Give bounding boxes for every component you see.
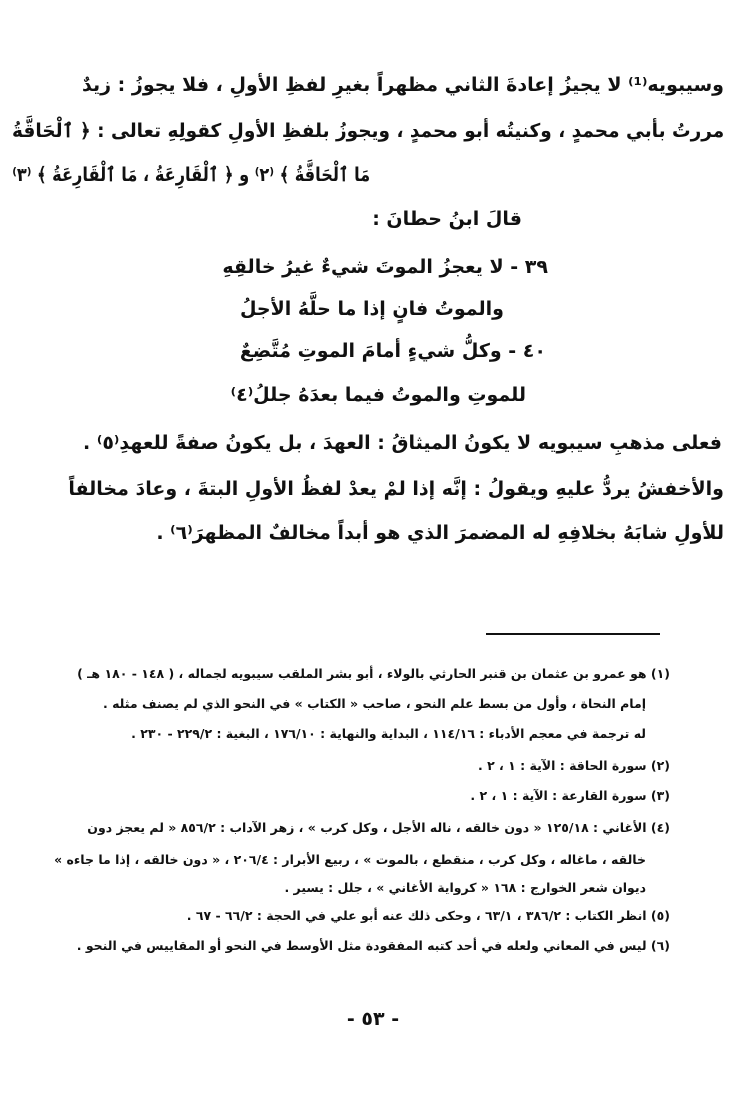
body-line: فعلى مذهبِ سيبويه لا يكونُ الميثاقُ : العهدَ ، بل يكونُ صفةً للعهدِ⁽٥⁾ .	[83, 432, 722, 454]
body-line: قالَ ابنُ حطانَ :	[372, 208, 522, 230]
footnote-line: (٢) سورة الحاقة : الآية : ١ ، ٢ .	[477, 758, 670, 773]
verse-line: ٣٩ - لا يعجزُ الموتَ شيءٌ غيرُ خالقِهِ	[222, 256, 548, 278]
body-line: للأولِ شابَهُ بخلافِهِ له المضمرَ الذي هو أبداً مخالفٌ المظهرَ⁽٦⁾ .	[156, 522, 724, 544]
footnote-line: إمام النحاة ، وأول من بسط علم النحو ، صاحب « الكتاب » في النحو الذي لم يصنف مثله .	[103, 696, 646, 711]
body-line: مَا ٱلْحَاقَّةُ ﴾ ⁽٢⁾ و ﴿ ٱلْقَارِعَةُ ، مَا ٱلْقَارِعَةُ ﴾ ⁽٣⁾	[11, 164, 370, 186]
verse-line: والموتُ فانٍ إذا ما حلَّهُ الأجلُ	[239, 298, 504, 320]
footnote-line: له ترجمة في معجم الأدباء : ١١٤/١٦ ، البداية والنهاية : ١٧٦/١٠ ، البغية : ٢٢٩/٢ - ٢٣٠ .	[131, 726, 646, 741]
footnote-line: (٥) انظر الكتاب : ٣٨٦/٢ ، ٦٣/١ ، وحكى ذلك عنه أبو علي في الحجة : ٦٦/٢ - ٦٧ .	[186, 908, 670, 923]
footnote-line: (٤) الأغاني : ١٢٥/١٨ « دون خالقه ، ناله الأجل ، وكل كرب » ، زهر الآداب : ٨٥٦/٢ « لم يعجز دون	[87, 820, 670, 835]
footnote-line: خالقه ، ماغاله ، وكل كرب ، منقطع ، بالموت » ، ربيع الأبرار : ٢٠٦/٤ ، « دون خالقه ، إذا ما جاءه »	[54, 852, 646, 867]
footnote-line: ديوان شعر الخوارج : ١٦٨ « كرواية الأغاني » ، جلل : يسير .	[284, 880, 646, 895]
page-number: - ٥٣ -	[346, 1008, 400, 1030]
footnote-line: (٦) ليس في المعاني ولعله في أحد كتبه المفقودة مثل الأوسط في النحو أو المقاييس في النحو .	[76, 938, 670, 953]
footnote-separator	[486, 633, 660, 635]
footnote-line: (٣) سورة القارعة : الآية : ١ ، ٢ .	[470, 788, 670, 803]
body-line: وسيبويه⁽¹⁾ لا يجيزُ إعادةَ الثاني مظهراً بغيرِ لفظِ الأولِ ، فلا يجوزُ : زيدٌ	[82, 74, 724, 96]
verse-line: للموتِ والموتُ فيما بعدَهُ جللُ⁽٤⁾	[230, 384, 526, 406]
body-line: والأخفشُ يردُّ عليهِ ويقولُ : إنَّه إذا لمْ يعدْ لفظُ الأولِ البتةَ ، وعادَ مخالفاً	[68, 478, 724, 500]
footnote-line: (١) هو عمرو بن عثمان بن قنبر الحارثي بالولاء ، أبو بشر الملقب سيبويه لجماله ، ( ١٤٨ - ١٨٠ هـ )	[77, 666, 670, 681]
verse-line: ٤٠ - وكلُّ شيءٍ أمامَ الموتِ مُتَّضِعٌ	[239, 340, 546, 362]
body-line: مررتُ بأبي محمدٍ ، وكنيتُه أبو محمدٍ ، ويجوزُ بلفظِ الأولِ كقولِهِ تعالى : ﴿ ٱلْحَاقَّةُ	[11, 120, 724, 142]
